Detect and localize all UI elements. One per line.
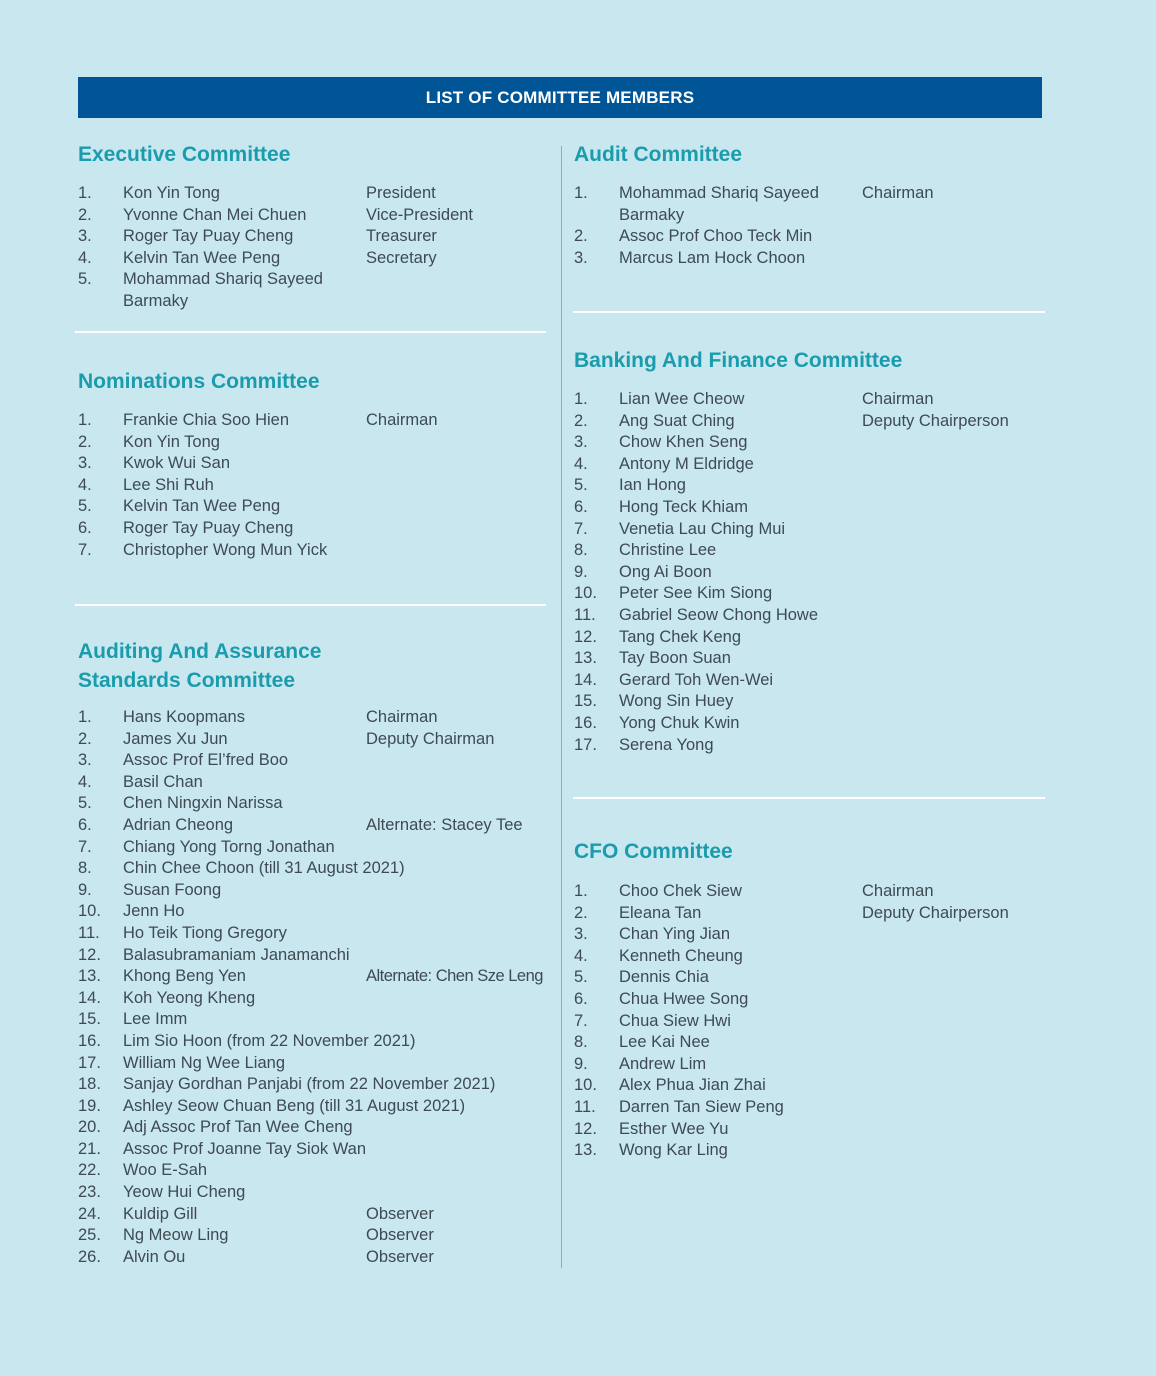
member-role: Chairman: [862, 184, 934, 202]
member-name: Roger Tay Puay Cheng: [123, 518, 294, 537]
member-row: [574, 735, 1044, 757]
member-number: 2.: [78, 432, 92, 451]
member-name: Frankie Chia Soo Hien: [123, 411, 289, 429]
auditing-title-line1: Auditing And Assurance: [78, 640, 322, 663]
member-number: 5.: [78, 497, 92, 516]
member-name: Sanjay Gordhan Panjabi (from 22 November 2021): [123, 1075, 496, 1094]
member-name: Tang Chek Keng: [619, 627, 742, 646]
member-name: Tay Boon Suan: [619, 649, 731, 668]
member-number: 1.: [574, 184, 588, 202]
member-name: Chow Khen Seng: [619, 433, 748, 452]
member-number: 9.: [574, 562, 588, 581]
member-name: Kon Yin Tong: [123, 432, 220, 451]
member-number: 4.: [574, 946, 588, 965]
member-number: 3.: [574, 925, 588, 944]
member-name: Ian Hong: [619, 476, 686, 495]
member-number: 1.: [574, 882, 588, 900]
member-number: 12.: [574, 1119, 597, 1138]
member-role: Observer: [366, 1226, 434, 1245]
member-number: 7.: [78, 837, 92, 856]
member-row: [574, 903, 1044, 925]
auditing-members-list: [78, 707, 548, 1268]
member-number: 19.: [78, 1096, 101, 1115]
member-number: 2.: [78, 205, 92, 224]
audit-committee-section: [574, 140, 1044, 269]
member-name: Lim Sio Hoon (from 22 November 2021): [123, 1031, 416, 1050]
member-row: [78, 1053, 548, 1075]
auditing-title-line2: Standards Committee: [78, 669, 296, 692]
member-number: 2.: [574, 411, 588, 430]
member-name: Balasubramaniam Janamanchi: [123, 945, 350, 964]
member-number: 3.: [78, 751, 92, 770]
member-name: Koh Yeong Kheng: [123, 988, 256, 1007]
member-number: 6.: [78, 815, 92, 834]
column-divider: [561, 146, 562, 1268]
member-number: 14.: [78, 988, 101, 1007]
member-role: Observer: [366, 1204, 434, 1223]
member-name: Kelvin Tan Wee Peng: [123, 248, 281, 267]
member-role: Chairman: [862, 390, 934, 408]
member-name: Ang Suat Ching: [619, 411, 735, 430]
member-name: Yong Chuk Kwin: [619, 713, 740, 732]
member-row: [78, 496, 548, 518]
member-number: 17.: [78, 1053, 101, 1072]
member-number: 6.: [574, 989, 588, 1008]
member-number: 5.: [78, 794, 92, 813]
nominations-committee-section: [78, 367, 548, 561]
member-name: Chua Hwee Song: [619, 989, 749, 1008]
member-number: 25.: [78, 1226, 101, 1245]
audit-committee-title: Audit Committee: [574, 143, 742, 166]
member-row: [574, 540, 1044, 562]
member-number: 4.: [78, 475, 92, 494]
cfo-committee-section: [574, 837, 1044, 1162]
member-name: Adrian Cheong: [123, 815, 234, 834]
member-row: [78, 1247, 548, 1269]
nominations-committee-title: Nominations Committee: [78, 370, 320, 393]
executive-committee-title: Executive Committee: [78, 143, 291, 166]
member-name: Wong Kar Ling: [619, 1141, 728, 1160]
member-number: 7.: [78, 540, 92, 559]
member-row: [574, 648, 1044, 670]
executive-committee-section: [78, 140, 548, 313]
member-name: Khong Beng Yen: [123, 967, 246, 986]
member-row: [574, 946, 1044, 968]
member-name: Chen Ningxin Narissa: [123, 794, 283, 813]
member-row: [78, 205, 548, 227]
member-row: [78, 837, 548, 859]
member-row: [574, 1075, 1044, 1097]
member-number: 13.: [574, 649, 597, 668]
member-number: 26.: [78, 1247, 101, 1266]
member-number: 18.: [78, 1075, 101, 1094]
member-name: Hong Teck Khiam: [619, 497, 749, 516]
member-name: Woo E-Sah: [123, 1161, 208, 1180]
member-role: Vice-President: [366, 205, 474, 224]
member-row: [78, 269, 548, 312]
cfo-committee-title: CFO Committee: [574, 840, 733, 863]
member-name: Peter See Kim Siong: [619, 584, 773, 603]
member-name: Chua Siew Hwi: [619, 1011, 731, 1030]
member-name: Ashley Seow Chuan Beng (till 31 August 2021): [123, 1096, 466, 1115]
member-number: 24.: [78, 1204, 101, 1223]
member-number: 10.: [78, 902, 101, 921]
member-role: Treasurer: [366, 227, 437, 246]
member-name: Andrew Lim: [619, 1054, 707, 1073]
member-name: Kwok Wui San: [123, 454, 230, 473]
member-row: [78, 183, 548, 205]
member-name: Lian Wee Cheow: [619, 390, 745, 408]
member-name: James Xu Jun: [123, 729, 228, 748]
member-name: Gabriel Seow Chong Howe: [619, 605, 819, 624]
member-row: [574, 519, 1044, 541]
member-row: [574, 691, 1044, 713]
member-number: 15.: [574, 692, 597, 711]
member-row: [78, 707, 548, 729]
member-row: [78, 540, 548, 562]
member-row: [574, 989, 1044, 1011]
member-role: Alternate: Stacey Tee: [366, 815, 523, 834]
member-name: Antony M Eldridge: [619, 454, 754, 473]
member-name: Ng Meow Ling: [123, 1226, 229, 1245]
member-name: Lee Kai Nee: [619, 1033, 710, 1052]
member-row: [574, 605, 1044, 627]
banking-committee-section: [574, 346, 1044, 756]
member-row: [574, 967, 1044, 989]
member-row: [574, 454, 1044, 476]
nominations-members-list: [78, 410, 548, 561]
member-role: Deputy Chairperson: [862, 903, 1009, 922]
member-row: [78, 815, 548, 837]
member-row: [574, 432, 1044, 454]
member-row: [574, 1011, 1044, 1033]
member-number: 4.: [574, 454, 588, 473]
member-row: [574, 1032, 1044, 1054]
member-row: [574, 924, 1044, 946]
member-name: Chan Ying Jian: [619, 925, 730, 944]
member-name: Esther Wee Yu: [619, 1119, 729, 1138]
member-row: [574, 389, 1044, 411]
member-row: [574, 1054, 1044, 1076]
member-row: [574, 1140, 1044, 1162]
member-row: [78, 1117, 548, 1139]
member-number: 22.: [78, 1161, 101, 1180]
member-row: [78, 453, 548, 475]
section-separator: [573, 311, 1045, 313]
member-row: [78, 1074, 548, 1096]
member-number: 3.: [574, 433, 588, 452]
member-number: 21.: [78, 1139, 101, 1158]
cfo-members-list: [574, 881, 1044, 1162]
auditing-committee-section: [78, 637, 548, 1268]
member-name: Christopher Wong Mun Yick: [123, 540, 328, 559]
member-number: 13.: [78, 967, 101, 986]
member-number: 5.: [574, 968, 588, 987]
member-role: President: [366, 184, 436, 202]
member-row: [78, 923, 548, 945]
member-number: 6.: [574, 497, 588, 516]
member-row: [78, 901, 548, 923]
section-separator: [75, 331, 546, 333]
member-number: 5.: [574, 476, 588, 495]
member-row: [574, 670, 1044, 692]
member-name: Mohammad Shariq Sayeed Barmaky: [123, 270, 323, 310]
member-number: 12.: [574, 627, 597, 646]
member-name: Jenn Ho: [123, 902, 185, 921]
member-number: 3.: [574, 248, 588, 267]
member-name: William Ng Wee Liang: [123, 1053, 286, 1072]
member-number: 2.: [78, 729, 92, 748]
member-row: [574, 627, 1044, 649]
member-number: 1.: [78, 184, 92, 202]
member-name: Hans Koopmans: [123, 708, 245, 726]
member-name: Roger Tay Puay Cheng: [123, 227, 294, 246]
member-name: Christine Lee: [619, 541, 717, 560]
member-name: Marcus Lam Hock Choon: [619, 248, 806, 267]
member-row: [574, 248, 1044, 270]
member-name: Darren Tan Siew Peng: [619, 1097, 784, 1116]
member-number: 1.: [78, 708, 92, 726]
member-row: [78, 518, 548, 540]
member-number: 10.: [574, 1076, 597, 1095]
member-row: [574, 881, 1044, 903]
member-name: Chin Chee Choon (till 31 August 2021): [123, 859, 405, 878]
member-name: Gerard Toh Wen-Wei: [619, 670, 774, 689]
member-row: [574, 183, 1044, 226]
member-number: 3.: [78, 454, 92, 473]
member-number: 20.: [78, 1118, 101, 1137]
member-row: [78, 226, 548, 248]
member-role: Alternate: Chen Sze Leng: [366, 967, 543, 986]
member-row: [574, 583, 1044, 605]
member-number: 4.: [78, 248, 92, 267]
member-row: [78, 1009, 548, 1031]
member-name: Venetia Lau Ching Mui: [619, 519, 786, 538]
member-row: [78, 410, 548, 432]
member-name: Chiang Yong Torng Jonathan: [123, 837, 335, 856]
member-row: [78, 475, 548, 497]
member-role: Deputy Chairperson: [862, 411, 1009, 430]
member-number: 16.: [574, 713, 597, 732]
member-row: [78, 432, 548, 454]
auditing-committee-title: [78, 637, 548, 695]
member-name: Lee Shi Ruh: [123, 475, 214, 494]
member-number: 17.: [574, 735, 597, 754]
member-number: 2.: [574, 903, 588, 922]
member-name: Assoc Prof El’fred Boo: [123, 751, 289, 770]
member-name: Mohammad Shariq Sayeed Barmaky: [619, 184, 819, 224]
member-row: [78, 1096, 548, 1118]
member-number: 1.: [78, 411, 92, 429]
member-role: Chairman: [862, 882, 934, 900]
member-number: 3.: [78, 227, 92, 246]
member-number: 10.: [574, 584, 597, 603]
member-row: [78, 945, 548, 967]
member-name: Kenneth Cheung: [619, 946, 743, 965]
member-number: 8.: [78, 859, 92, 878]
member-name: Yvonne Chan Mei Chuen: [123, 205, 307, 224]
member-role: Observer: [366, 1247, 434, 1266]
member-name: Yeow Hui Cheng: [123, 1183, 246, 1202]
member-number: 11.: [574, 605, 596, 624]
member-number: 9.: [78, 880, 92, 899]
member-number: 11.: [574, 1097, 596, 1116]
member-number: 15.: [78, 1010, 101, 1029]
member-row: [78, 1031, 548, 1053]
member-role: Deputy Chairman: [366, 729, 495, 748]
member-number: 13.: [574, 1141, 597, 1160]
member-row: [78, 880, 548, 902]
member-name: Kon Yin Tong: [123, 184, 220, 202]
member-row: [574, 411, 1044, 433]
member-row: [78, 1182, 548, 1204]
member-name: Alex Phua Jian Zhai: [619, 1076, 766, 1095]
member-number: 9.: [574, 1054, 588, 1073]
member-number: 16.: [78, 1031, 101, 1050]
member-role: Secretary: [366, 248, 437, 267]
member-name: Eleana Tan: [619, 903, 702, 922]
member-number: 11.: [78, 923, 100, 942]
member-name: Basil Chan: [123, 772, 203, 791]
member-row: [78, 988, 548, 1010]
member-row: [574, 1097, 1044, 1119]
member-number: 14.: [574, 670, 597, 689]
member-row: [78, 966, 548, 988]
member-number: 23.: [78, 1183, 101, 1202]
member-name: Kelvin Tan Wee Peng: [123, 497, 281, 516]
member-row: [78, 793, 548, 815]
member-number: 7.: [574, 519, 588, 538]
member-name: Kuldip Gill: [123, 1204, 198, 1223]
executive-members-list: [78, 183, 548, 313]
member-name: Dennis Chia: [619, 968, 709, 987]
member-row: [78, 750, 548, 772]
member-number: 1.: [574, 390, 588, 408]
member-name: Assoc Prof Joanne Tay Siok Wan: [123, 1139, 367, 1158]
member-row: [574, 1119, 1044, 1141]
member-row: [574, 713, 1044, 735]
member-row: [78, 858, 548, 880]
member-name: Ong Ai Boon: [619, 562, 712, 581]
member-row: [574, 475, 1044, 497]
banking-members-list: [574, 389, 1044, 756]
member-number: 12.: [78, 945, 101, 964]
member-row: [78, 1139, 548, 1161]
member-row: [78, 248, 548, 270]
section-separator: [75, 604, 546, 606]
member-number: 6.: [78, 518, 92, 537]
member-number: 7.: [574, 1011, 588, 1030]
member-row: [574, 226, 1044, 248]
member-role: Chairman: [366, 708, 438, 726]
member-role: Chairman: [366, 411, 438, 429]
member-name: Assoc Prof Choo Teck Min: [619, 227, 813, 246]
audit-members-list: [574, 183, 1044, 269]
member-name: Lee Imm: [123, 1010, 188, 1029]
member-number: 2.: [574, 227, 588, 246]
member-row: [574, 562, 1044, 584]
member-name: Wong Sin Huey: [619, 692, 734, 711]
member-name: Adj Assoc Prof Tan Wee Cheng: [123, 1118, 353, 1137]
banner-title: LIST OF COMMITTEE MEMBERS: [425, 87, 695, 107]
member-row: [78, 1160, 548, 1182]
member-name: Alvin Ou: [123, 1247, 186, 1266]
member-number: 8.: [574, 1033, 588, 1052]
member-name: Choo Chek Siew: [619, 882, 742, 900]
page-banner: [78, 77, 1042, 118]
member-number: 8.: [574, 541, 588, 560]
member-row: [78, 1204, 548, 1226]
member-number: 4.: [78, 772, 92, 791]
member-row: [78, 729, 548, 751]
section-separator: [573, 797, 1045, 799]
member-number: 5.: [78, 270, 92, 289]
member-row: [574, 497, 1044, 519]
member-name: Serena Yong: [619, 735, 714, 754]
member-name: Susan Foong: [123, 880, 222, 899]
member-row: [78, 772, 548, 794]
member-row: [78, 1225, 548, 1247]
member-name: Ho Teik Tiong Gregory: [123, 923, 287, 942]
banking-committee-title: Banking And Finance Committee: [574, 349, 903, 372]
